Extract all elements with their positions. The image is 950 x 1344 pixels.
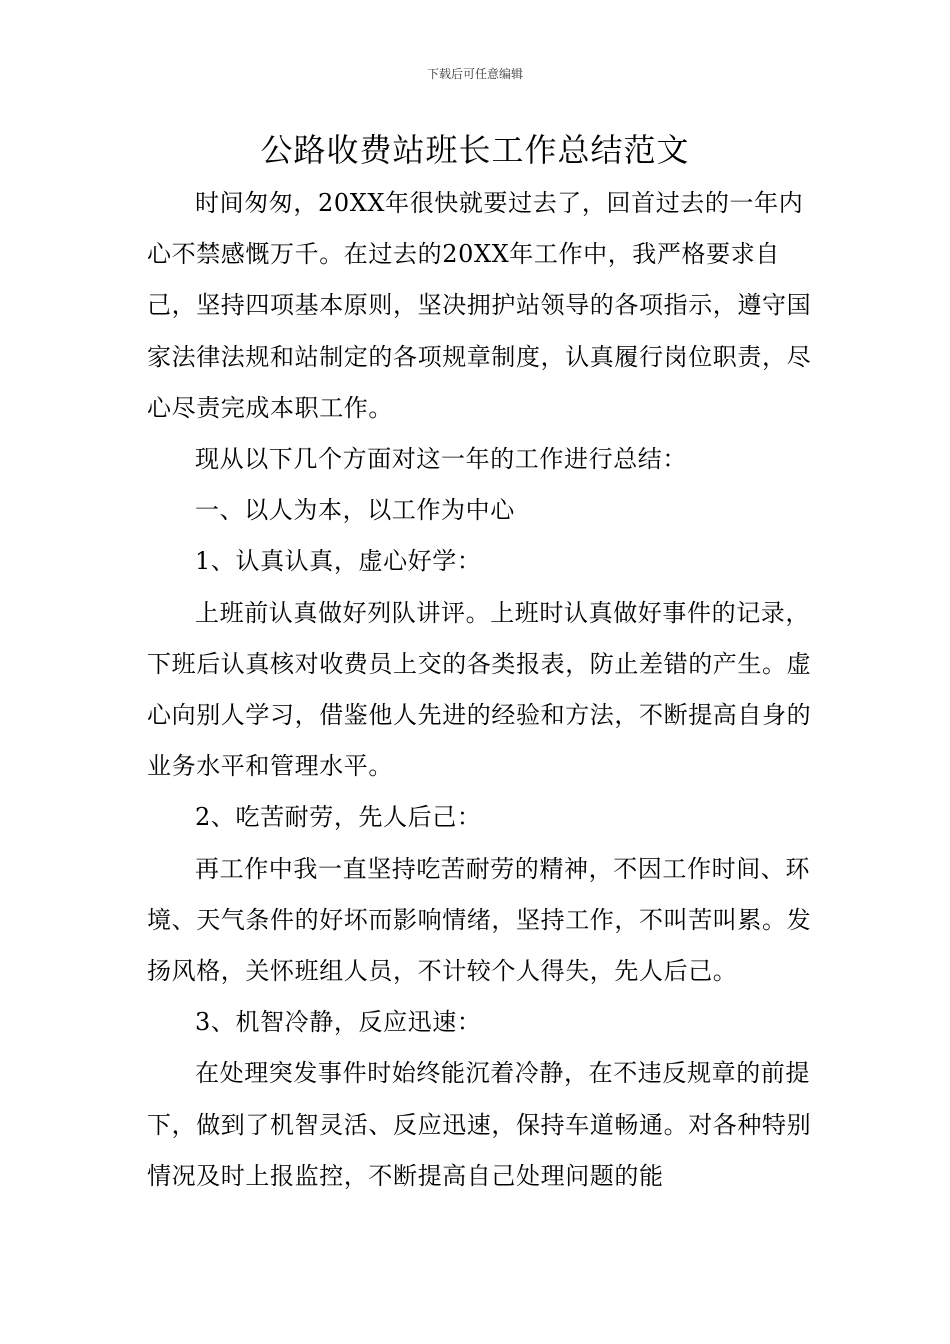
document-body <box>147 178 813 1202</box>
section-heading-1: 一、以人为本，以工作为中心 <box>195 496 515 525</box>
paragraph-subsection-2: 再工作中我一直坚持吃苦耐劳的精神，不因工作时间、环境、天气条件的好坏而影响情绪，坚持工作，不叫苦叫累。发扬风格，关怀班组人员，不计较个人得失，先人后己。 <box>147 854 812 986</box>
paragraph-summary-lead: 现从以下几个方面对这一年的工作进行总结： <box>195 445 687 474</box>
paragraph-subsection-1: 上班前认真做好列队讲评。上班时认真做好事件的记录，下班后认真核对收费员上交的各类报表，防止差错的产生。虚心向别人学习，借鉴他人先进的经验和方法，不断提高自身的业务水平和管理水平。 <box>147 598 812 781</box>
paragraph-subsection-3: 在处理突发事件时始终能沉着冷静，在不违反规章的前提下，做到了机智灵活、反应迅速，保持车道畅通。对各种特别情况及时上报监控，不断提高自己处理问题的能 <box>147 1059 812 1190</box>
document-title: 公路收费站班长工作总结范文 <box>260 131 690 169</box>
subheading-1: 1、认真认真，虚心好学： <box>195 547 482 576</box>
header-note: 下载后可任意编辑 <box>426 67 523 81</box>
paragraph-intro: 时间匆匆，20XX年很快就要过去了，回首过去的一年内心不禁感慨万千。在过去的20XX年工作中，我严格要求自己，坚持四项基本原则，坚决拥护站领导的各项指示，遵守国家法律法规和站制定的各项规章制度，认真履行岗位职责，尽心尽责完成本职工作。 <box>147 189 812 422</box>
subheading-2: 2、吃苦耐劳，先人后己： <box>195 803 482 832</box>
subheading-3: 3、机智冷静，反应迅速： <box>195 1008 482 1037</box>
